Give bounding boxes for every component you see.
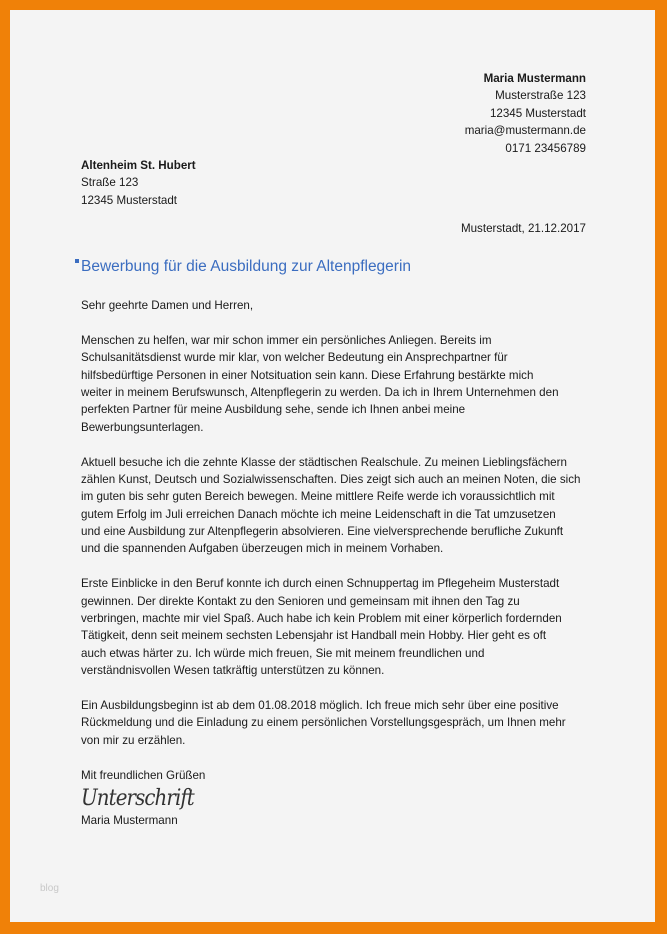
paragraph-line: auch etwas härter zu. Ich würde mich freuen, Sie mit meinem freundlichen und: [81, 646, 485, 660]
body-paragraph: [81, 332, 580, 436]
subject-text: Bewerbung für die Ausbildung zur Altenpflegerin: [81, 258, 412, 275]
recipient-city: 12345 Musterstadt: [81, 193, 178, 207]
paragraph-line: Aktuell besuche ich die zehnte Klasse der städtischen Realschule. Zu meinen Lieblingsfächern: [81, 455, 567, 469]
paragraph-line: Rückmeldung und die Einladung zu einem persönlichen Vorstellungsgespräch, um Ihnen mehr: [81, 716, 566, 730]
paragraph-line: und die spannenden Aufgaben überzeugen mich in meinem Vorhaben.: [81, 542, 444, 556]
subject-heading: [81, 257, 411, 277]
paragraph-line: gutem Erfolg im Juli erreichen Danach möchte ich meine Leidenschaft in die Tat umzusetzen: [81, 507, 556, 521]
recipient-block: [81, 157, 196, 209]
paragraph-line: und eine Ausbildung zur Altenpflegerin absolvieren. Eine vielversprechende berufliche Zukunft: [81, 525, 564, 539]
paragraph-line: von mir zu erzählen.: [81, 733, 186, 747]
paragraph-line: perfekten Partner für meine Ausbildung sehe, sende ich Ihnen anbei meine: [81, 403, 466, 417]
body-paragraph: [81, 454, 580, 558]
letter-page: [10, 10, 655, 922]
paragraph-line: Bewerbungsunterlagen.: [81, 420, 204, 434]
paragraph-marker-icon: [75, 259, 79, 263]
salutation: Sehr geehrte Damen und Herren,: [81, 299, 254, 312]
paragraph-line: Tätigkeit, denn seit meinem sechsten Lebensjahr ist Handball mein Hobby. Hier geht es oft: [81, 629, 547, 643]
sender-block: [465, 70, 586, 157]
recipient-street: Straße 123: [81, 176, 139, 190]
sender-phone: 0171 23456789: [505, 141, 586, 155]
sender-name: Maria Mustermann: [483, 72, 586, 85]
sender-street: Musterstraße 123: [495, 89, 586, 103]
paragraph-line: gewinnen. Der direkte Kontakt zu den Senioren und gemeinsam mit ihnen den Tag zu: [81, 594, 520, 608]
paragraph-line: zählen Kunst, Deutsch und Sozialwissenschaften. Dies zeigt sich auch an meinen Noten, die sich: [81, 472, 581, 486]
body-paragraphs: [81, 332, 580, 749]
paragraph-line: verständnisvollen Wesen tatkräftig unterstützen zu können.: [81, 664, 385, 678]
signature-block: [81, 767, 206, 830]
signer-name: Maria Mustermann: [81, 814, 178, 828]
paragraph-line: Ein Ausbildungsbeginn ist ab dem 01.08.2018 möglich. Ich freue mich sehr über eine positive: [81, 698, 559, 712]
sender-email: maria@mustermann.de: [464, 124, 586, 138]
paragraph-line: Erste Einblicke in den Beruf konnte ich durch einen Schnuppertag im Pflegeheim Musterstadt: [81, 577, 560, 591]
sender-city: 12345 Musterstadt: [489, 106, 586, 120]
closing: Mit freundlichen Grüßen: [81, 769, 206, 782]
body-paragraph: [81, 575, 580, 679]
body-paragraph: [81, 697, 580, 749]
letter-body: [81, 297, 580, 749]
watermark: blog: [40, 883, 59, 894]
paragraph-line: verbringen, machte mir viel Spaß. Auch habe ich kein Problem mit einer körperlich fordernden: [81, 612, 562, 626]
paragraph-line: Schulsanitätsdienst wurde mir klar, von welcher Bedeutung ein Ansprechpartner für: [81, 351, 508, 365]
paragraph-line: hilfsbedürftige Personen in einer Notsituation sein kann. Diese Erfahrung bestärkte mich: [81, 368, 534, 382]
letter-date: Musterstadt, 21.12.2017: [460, 222, 586, 235]
paragraph-line: weiter in meinem Berufswunsch, Altenpflegerin zu werden. Da ich in Ihrem Unternehmen den: [81, 385, 559, 399]
paragraph-line: im guten bis sehr guten Bereich bewegen. Meine mittlere Reife werde ich voraussichtlich mit: [81, 490, 555, 504]
paragraph-line: Menschen zu helfen, war mir schon immer ein persönliches Anliegen. Bereits im: [81, 333, 492, 347]
handwritten-signature: Unterschrift: [81, 786, 194, 812]
recipient-name: Altenheim St. Hubert: [81, 159, 196, 172]
